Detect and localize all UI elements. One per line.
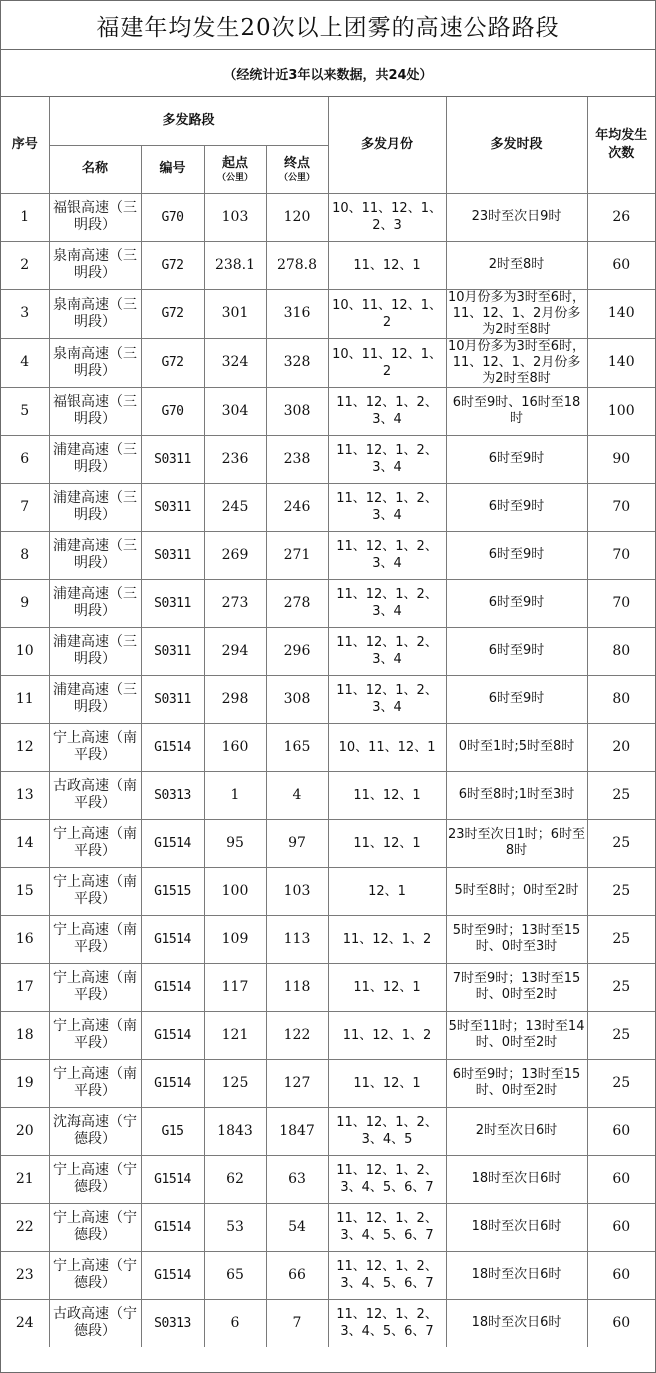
cell-index: 4: [1, 338, 49, 387]
cell-code: S0313: [141, 1299, 204, 1347]
cell-name: 沈海高速（宁德段）: [49, 1107, 141, 1155]
cell-name: 宁上高速（南平段）: [49, 723, 141, 771]
table-row: [1, 338, 655, 387]
cell-index: 10: [1, 627, 49, 675]
cell-code: G1514: [141, 819, 204, 867]
cell-code: G1514: [141, 1059, 204, 1107]
table-row: [1, 387, 655, 435]
cell-time: 23时至次日9时: [446, 193, 587, 241]
cell-time: 5时至8时；0时至2时: [446, 867, 587, 915]
cell-count: 60: [587, 241, 655, 289]
cell-end: 54: [266, 1203, 328, 1251]
cell-time: 6时至9时: [446, 435, 587, 483]
cell-time: 6时至9时；13时至15时、0时至2时: [446, 1059, 587, 1107]
cell-start: 304: [204, 387, 266, 435]
cell-index: 16: [1, 915, 49, 963]
cell-name: 宁上高速（宁德段）: [49, 1155, 141, 1203]
cell-count: 100: [587, 387, 655, 435]
cell-code: G1514: [141, 963, 204, 1011]
cell-index: 18: [1, 1011, 49, 1059]
cell-end: 66: [266, 1251, 328, 1299]
cell-code: G72: [141, 338, 204, 387]
table-row: [1, 1011, 655, 1059]
cell-code: G1514: [141, 915, 204, 963]
cell-time: 23时至次日1时；6时至8时: [446, 819, 587, 867]
cell-start: 109: [204, 915, 266, 963]
cell-start: 1: [204, 771, 266, 819]
cell-months: 10、11、12、1、2: [328, 289, 446, 338]
cell-time: 18时至次日6时: [446, 1299, 587, 1347]
cell-code: G72: [141, 289, 204, 338]
cell-months: 11、12、1: [328, 819, 446, 867]
cell-start: 103: [204, 193, 266, 241]
table-row: [1, 1251, 655, 1299]
table-row: [1, 1203, 655, 1251]
cell-time: 5时至11时；13时至14时、0时至2时: [446, 1011, 587, 1059]
table-row: [1, 1155, 655, 1203]
cell-index: 8: [1, 531, 49, 579]
cell-months: 10、11、12、1、2、3: [328, 193, 446, 241]
cell-end: 328: [266, 338, 328, 387]
cell-start: 62: [204, 1155, 266, 1203]
cell-index: 17: [1, 963, 49, 1011]
cell-name: 浦建高速（三明段）: [49, 435, 141, 483]
header-start-label: 起点: [221, 155, 248, 171]
cell-count: 70: [587, 531, 655, 579]
table-row: [1, 675, 655, 723]
cell-months: 11、12、1、2、3、4: [328, 675, 446, 723]
cell-months: 11、12、1、2、3、4: [328, 531, 446, 579]
cell-months: 11、12、1、2、3、4: [328, 483, 446, 531]
cell-time: 6时至9时: [446, 483, 587, 531]
cell-name: 浦建高速（三明段）: [49, 627, 141, 675]
cell-code: G1514: [141, 1203, 204, 1251]
cell-time: 6时至8时;1时至3时: [446, 771, 587, 819]
cell-name: 宁上高速（南平段）: [49, 819, 141, 867]
cell-name: 福银高速（三明段）: [49, 193, 141, 241]
cell-time: 10月份多为3时至6时，11、12、1、2月份多为2时至8时: [447, 289, 586, 337]
cell-end: 316: [266, 289, 328, 338]
cell-start: 100: [204, 867, 266, 915]
cell-code: G72: [141, 241, 204, 289]
cell-time: 18时至次日6时: [446, 1251, 587, 1299]
cell-count: 140: [587, 338, 655, 387]
cell-code: G15: [141, 1107, 204, 1155]
header-end-label: 终点: [284, 155, 311, 171]
cell-months: 11、12、1: [328, 963, 446, 1011]
cell-count: 80: [587, 675, 655, 723]
cell-end: 113: [266, 915, 328, 963]
cell-months: 11、12、1、2、3、4、5、6、7: [328, 1251, 446, 1299]
cell-name: 浦建高速（三明段）: [49, 579, 141, 627]
table-row: [1, 531, 655, 579]
cell-months: 11、12、1、2: [328, 1011, 446, 1059]
cell-start: 125: [204, 1059, 266, 1107]
cell-start: 117: [204, 963, 266, 1011]
cell-code: G1514: [141, 1155, 204, 1203]
cell-months: 11、12、1、2、3、4: [328, 435, 446, 483]
cell-count: 20: [587, 723, 655, 771]
header-annual-count: 年均发生次数: [587, 97, 655, 193]
cell-code: S0311: [141, 627, 204, 675]
cell-count: 60: [587, 1155, 655, 1203]
cell-months: 10、11、12、1: [328, 723, 446, 771]
cell-index: 23: [1, 1251, 49, 1299]
cell-name: 浦建高速（三明段）: [49, 675, 141, 723]
cell-start: 53: [204, 1203, 266, 1251]
table-row: [1, 241, 655, 289]
cell-name: 宁上高速（宁德段）: [49, 1203, 141, 1251]
table-row: [1, 1299, 655, 1347]
table-row: [1, 289, 655, 338]
cell-end: 120: [266, 193, 328, 241]
fog-section-table: [1, 97, 655, 1347]
table-row: [1, 627, 655, 675]
header-end-unit: （公里）: [279, 172, 316, 183]
cell-time: 6时至9时: [446, 531, 587, 579]
cell-index: 22: [1, 1203, 49, 1251]
cell-count: 140: [587, 289, 655, 338]
cell-months: 11、12、1、2: [328, 915, 446, 963]
cell-count: 25: [587, 819, 655, 867]
cell-name: 古政高速（宁德段）: [49, 1299, 141, 1347]
cell-count: 60: [587, 1251, 655, 1299]
cell-index: 11: [1, 675, 49, 723]
cell-code: G1514: [141, 723, 204, 771]
table-row: [1, 915, 655, 963]
cell-name: 浦建高速（三明段）: [49, 531, 141, 579]
cell-end: 127: [266, 1059, 328, 1107]
header-end: [266, 145, 328, 193]
cell-months: 11、12、1、2、3、4、5、6、7: [328, 1203, 446, 1251]
cell-start: 238.1: [204, 241, 266, 289]
cell-count: 25: [587, 963, 655, 1011]
cell-end: 103: [266, 867, 328, 915]
table-row: [1, 193, 655, 241]
cell-start: 294: [204, 627, 266, 675]
cell-start: 301: [204, 289, 266, 338]
cell-index: 2: [1, 241, 49, 289]
cell-index: 20: [1, 1107, 49, 1155]
cell-count: 70: [587, 483, 655, 531]
cell-index: 13: [1, 771, 49, 819]
cell-end: 246: [266, 483, 328, 531]
table-row: [1, 771, 655, 819]
header-start: [204, 145, 266, 193]
cell-end: 296: [266, 627, 328, 675]
cell-start: 1843: [204, 1107, 266, 1155]
cell-end: 122: [266, 1011, 328, 1059]
cell-end: 4: [266, 771, 328, 819]
cell-count: 25: [587, 771, 655, 819]
cell-name: 宁上高速（南平段）: [49, 915, 141, 963]
header-index: 序号: [1, 97, 49, 193]
cell-code: G1514: [141, 1011, 204, 1059]
table-row: [1, 723, 655, 771]
cell-end: 271: [266, 531, 328, 579]
cell-time: 7时至9时；13时至15时、0时至2时: [446, 963, 587, 1011]
cell-name: 福银高速（三明段）: [49, 387, 141, 435]
table-row: [1, 819, 655, 867]
cell-months: 11、12、1、2、3、4: [328, 387, 446, 435]
cell-code: S0311: [141, 531, 204, 579]
cell-start: 121: [204, 1011, 266, 1059]
cell-start: 273: [204, 579, 266, 627]
cell-name: 泉南高速（三明段）: [49, 289, 141, 338]
cell-start: 324: [204, 338, 266, 387]
cell-count: 80: [587, 627, 655, 675]
cell-end: 1847: [266, 1107, 328, 1155]
cell-count: 25: [587, 915, 655, 963]
cell-months: 11、12、1: [328, 241, 446, 289]
cell-index: 7: [1, 483, 49, 531]
cell-time: 2时至次日6时: [446, 1107, 587, 1155]
cell-time: 18时至次日6时: [446, 1155, 587, 1203]
header-time: 多发时段: [446, 97, 587, 193]
cell-count: 25: [587, 867, 655, 915]
header-start-unit: （公里）: [216, 172, 253, 183]
cell-time: 6时至9时、16时至18时: [446, 387, 587, 435]
cell-count: 25: [587, 1011, 655, 1059]
cell-time: 18时至次日6时: [446, 1203, 587, 1251]
cell-end: 118: [266, 963, 328, 1011]
cell-end: 7: [266, 1299, 328, 1347]
page-title: 福建年均发生20次以上团雾的高速公路路段: [1, 1, 655, 50]
page-subtitle: （经统计近3年以来数据，共24处）: [1, 50, 655, 97]
cell-count: 60: [587, 1107, 655, 1155]
cell-start: 298: [204, 675, 266, 723]
cell-count: 70: [587, 579, 655, 627]
cell-start: 245: [204, 483, 266, 531]
cell-code: G70: [141, 193, 204, 241]
cell-start: 95: [204, 819, 266, 867]
cell-name: 宁上高速（南平段）: [49, 963, 141, 1011]
cell-months: 10、11、12、1、2: [328, 338, 446, 387]
cell-months: 11、12、1、2、3、4、5: [328, 1107, 446, 1155]
cell-index: 21: [1, 1155, 49, 1203]
cell-count: 90: [587, 435, 655, 483]
cell-code: S0311: [141, 483, 204, 531]
cell-time: 5时至9时；13时至15时、0时至3时: [446, 915, 587, 963]
cell-name: 泉南高速（三明段）: [49, 241, 141, 289]
cell-code: S0311: [141, 675, 204, 723]
cell-end: 63: [266, 1155, 328, 1203]
cell-end: 278: [266, 579, 328, 627]
header-code: 编号: [141, 145, 204, 193]
cell-code: S0311: [141, 435, 204, 483]
cell-index: 15: [1, 867, 49, 915]
cell-code: S0313: [141, 771, 204, 819]
cell-start: 6: [204, 1299, 266, 1347]
cell-time: 6时至9时: [446, 579, 587, 627]
cell-months: 11、12、1、2、3、4: [328, 627, 446, 675]
cell-months: 11、12、1、2、3、4: [328, 579, 446, 627]
cell-index: 14: [1, 819, 49, 867]
cell-time: 10月份多为3时至6时，11、12、1、2月份多为2时至8时: [447, 338, 586, 386]
cell-months: 12、1: [328, 867, 446, 915]
cell-name: 宁上高速（南平段）: [49, 867, 141, 915]
header-months: 多发月份: [328, 97, 446, 193]
table-body: [1, 193, 655, 1347]
cell-name: 浦建高速（三明段）: [49, 483, 141, 531]
cell-months: 11、12、1、2、3、4、5、6、7: [328, 1299, 446, 1347]
table-row: [1, 435, 655, 483]
table-row: [1, 579, 655, 627]
cell-start: 236: [204, 435, 266, 483]
cell-end: 238: [266, 435, 328, 483]
cell-code: G1515: [141, 867, 204, 915]
cell-name: 宁上高速（宁德段）: [49, 1251, 141, 1299]
cell-end: 308: [266, 675, 328, 723]
cell-end: 165: [266, 723, 328, 771]
table-row: [1, 963, 655, 1011]
cell-start: 160: [204, 723, 266, 771]
cell-code: G70: [141, 387, 204, 435]
cell-start: 65: [204, 1251, 266, 1299]
cell-count: 26: [587, 193, 655, 241]
cell-time: 2时至8时: [446, 241, 587, 289]
cell-index: 6: [1, 435, 49, 483]
cell-end: 97: [266, 819, 328, 867]
cell-name: 泉南高速（三明段）: [49, 338, 141, 387]
table-row: [1, 867, 655, 915]
header-section-group: 多发路段: [49, 97, 328, 145]
cell-index: 12: [1, 723, 49, 771]
cell-months: 11、12、1: [328, 771, 446, 819]
cell-count: 60: [587, 1203, 655, 1251]
cell-name: 宁上高速（南平段）: [49, 1011, 141, 1059]
cell-time: 6时至9时: [446, 627, 587, 675]
cell-index: 24: [1, 1299, 49, 1347]
cell-index: 19: [1, 1059, 49, 1107]
cell-code: S0311: [141, 579, 204, 627]
cell-name: 古政高速（南平段）: [49, 771, 141, 819]
cell-months: 11、12、1: [328, 1059, 446, 1107]
cell-time: 0时至1时;5时至8时: [446, 723, 587, 771]
cell-months: 11、12、1、2、3、4、5、6、7: [328, 1155, 446, 1203]
cell-index: 3: [1, 289, 49, 338]
cell-name: 宁上高速（南平段）: [49, 1059, 141, 1107]
header-name: 名称: [49, 145, 141, 193]
table-row: [1, 1059, 655, 1107]
cell-start: 269: [204, 531, 266, 579]
cell-index: 1: [1, 193, 49, 241]
cell-end: 278.8: [266, 241, 328, 289]
cell-index: 9: [1, 579, 49, 627]
cell-code: G1514: [141, 1251, 204, 1299]
cell-time: 6时至9时: [446, 675, 587, 723]
cell-count: 25: [587, 1059, 655, 1107]
table-row: [1, 483, 655, 531]
cell-end: 308: [266, 387, 328, 435]
cell-index: 5: [1, 387, 49, 435]
table-row: [1, 1107, 655, 1155]
cell-count: 60: [587, 1299, 655, 1347]
